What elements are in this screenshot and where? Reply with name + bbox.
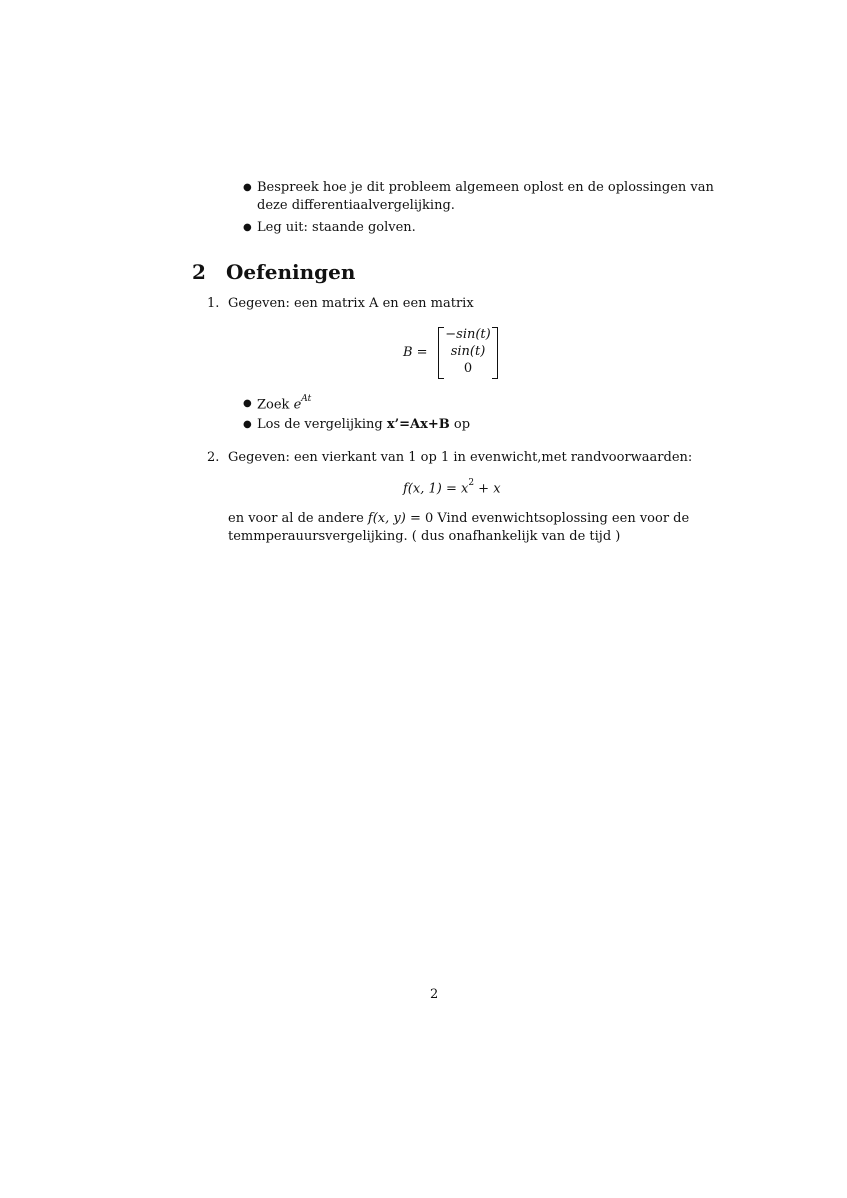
matrix-b xyxy=(438,327,498,379)
zoek-label: Zoek xyxy=(257,397,290,413)
exercise-2-text: Gegeven: een vierkant van 1 op 1 in evenwicht,met randvoorwaarden: xyxy=(228,450,693,465)
los-line xyxy=(257,417,470,432)
exercise-2-line1 xyxy=(228,511,689,526)
bullet-marker: ● xyxy=(243,182,252,193)
zoek-base: e xyxy=(293,397,302,413)
line1-b: = 0 Vind evenwichtsoplossing een voor de xyxy=(405,511,690,526)
zoek-exponent: At xyxy=(301,394,312,404)
matrix-entry-2: sin(t) xyxy=(450,344,486,359)
exercise-1-text: Gegeven: een matrix A en een matrix xyxy=(228,296,474,311)
equation-rhs: + x xyxy=(474,481,501,497)
line1-a: en voor al de andere xyxy=(228,511,368,526)
bullet-marker: ● xyxy=(243,222,252,233)
intro-bullet-2-line1: Leg uit: staande golven. xyxy=(257,220,416,235)
exercise-1-number: 1. xyxy=(207,296,220,311)
section-title: Oefeningen xyxy=(226,260,356,284)
page-number: 2 xyxy=(430,987,439,1002)
intro-bullet-1-line2: deze differentiaalvergelijking. xyxy=(257,198,455,213)
los-suffix: op xyxy=(449,417,471,432)
matrix-entry-3: 0 xyxy=(463,361,473,376)
line1-math: f(x, y) xyxy=(367,511,406,526)
section-number: 2 xyxy=(192,260,206,284)
intro-bullet-1-line1: Bespreek hoe je dit probleem algemeen oplost en de oplossingen van xyxy=(257,180,714,195)
los-equation: x’=Ax+B xyxy=(386,417,450,432)
matrix-lhs: B = xyxy=(403,345,428,360)
equation-lhs: f(x, 1) = x xyxy=(403,481,469,497)
zoek-line xyxy=(257,396,311,412)
bullet-marker: ● xyxy=(243,419,252,430)
matrix-entry-1: −sin(t) xyxy=(445,327,491,342)
boundary-equation xyxy=(403,480,501,496)
bullet-marker: ● xyxy=(243,398,252,409)
exercise-2-number: 2. xyxy=(207,450,220,465)
equation-exponent: 2 xyxy=(468,478,475,488)
los-prefix: Los de vergelijking xyxy=(257,417,387,432)
exercise-2-line2: temmperauursvergelijking. ( dus onafhankelijk van de tijd ) xyxy=(228,529,621,544)
